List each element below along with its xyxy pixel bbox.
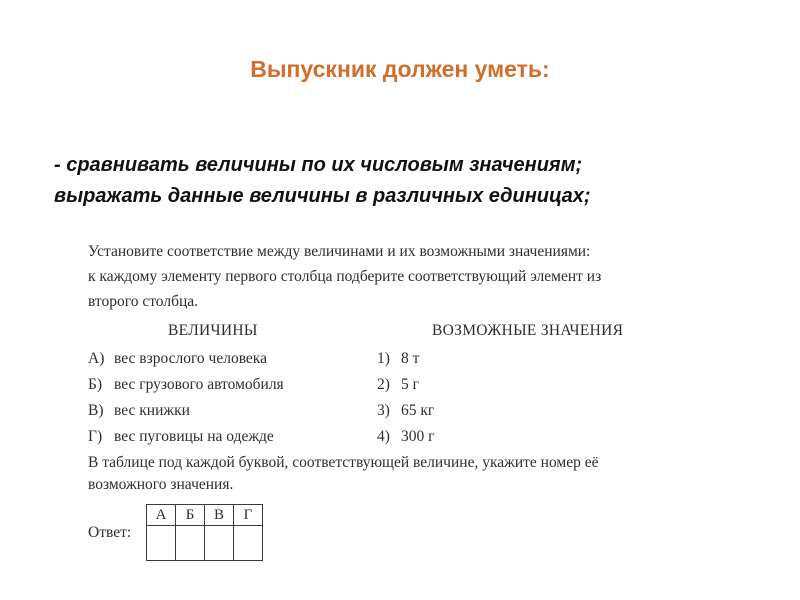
value-number: 4) (377, 428, 390, 445)
skill-line-2: выражать данные величины в различных единицах; (54, 185, 591, 207)
task-footer-line-1: В таблице под каждой буквой, соответствующей величине, укажите номер её (88, 454, 599, 471)
value-text: 5 г (401, 376, 419, 393)
value-item (377, 346, 434, 372)
quantity-text: вес взрослого человека (114, 350, 267, 367)
task-block (88, 239, 748, 572)
task-intro-line-3: второго столбца. (88, 293, 199, 310)
answer-column-header: В (205, 505, 234, 526)
value-item (377, 398, 434, 424)
quantities-list (88, 346, 284, 450)
quantity-text: вес книжки (114, 402, 190, 419)
quantity-item (88, 346, 284, 372)
answer-table (146, 504, 263, 561)
quantity-mark: Г) (88, 428, 103, 445)
answer-area (88, 502, 748, 572)
value-text: 65 кг (401, 402, 435, 419)
value-item (377, 424, 434, 450)
task-intro-line-2: к каждому элементу первого столбца подберите соответствующий элемент из (88, 268, 602, 285)
quantity-mark: В) (88, 402, 104, 419)
slide-title: Выпускник должен уметь: (250, 56, 550, 82)
answer-column-header: Б (176, 505, 205, 526)
answer-cell[interactable] (205, 526, 234, 561)
quantity-item (88, 424, 284, 450)
skill-line-1: - сравнивать величины по их числовым значениям; (54, 154, 583, 176)
quantity-mark: А) (88, 350, 105, 367)
answer-column-header: Г (234, 505, 263, 526)
value-number: 2) (377, 376, 390, 393)
quantity-text: вес пуговицы на одежде (114, 428, 274, 445)
value-number: 1) (377, 350, 390, 367)
matching-columns (88, 322, 748, 445)
skill-description (54, 150, 774, 212)
value-text: 300 г (401, 428, 435, 445)
value-text: 8 т (401, 350, 420, 367)
answer-input-row (147, 526, 263, 561)
quantity-item (88, 372, 284, 398)
task-footer-line-2: возможного значения. (88, 476, 234, 493)
task-intro-line-1: Установите соответствие между величинами и их возможными значениями: (88, 243, 591, 260)
quantity-mark: Б) (88, 376, 103, 393)
answer-cell[interactable] (234, 526, 263, 561)
quantities-header: ВЕЛИЧИНЫ (168, 322, 258, 339)
quantity-text: вес грузового автомобиля (114, 376, 284, 393)
values-list (377, 346, 434, 450)
value-item (377, 372, 434, 398)
task-footer (88, 452, 748, 496)
value-number: 3) (377, 402, 390, 419)
quantity-item (88, 398, 284, 424)
answer-label: Ответ: (88, 524, 132, 541)
values-header: ВОЗМОЖНЫЕ ЗНАЧЕНИЯ (432, 322, 624, 339)
answer-header-row (147, 505, 263, 526)
answer-cell[interactable] (176, 526, 205, 561)
answer-column-header: А (147, 505, 176, 526)
answer-cell[interactable] (147, 526, 176, 561)
task-intro (88, 239, 748, 314)
